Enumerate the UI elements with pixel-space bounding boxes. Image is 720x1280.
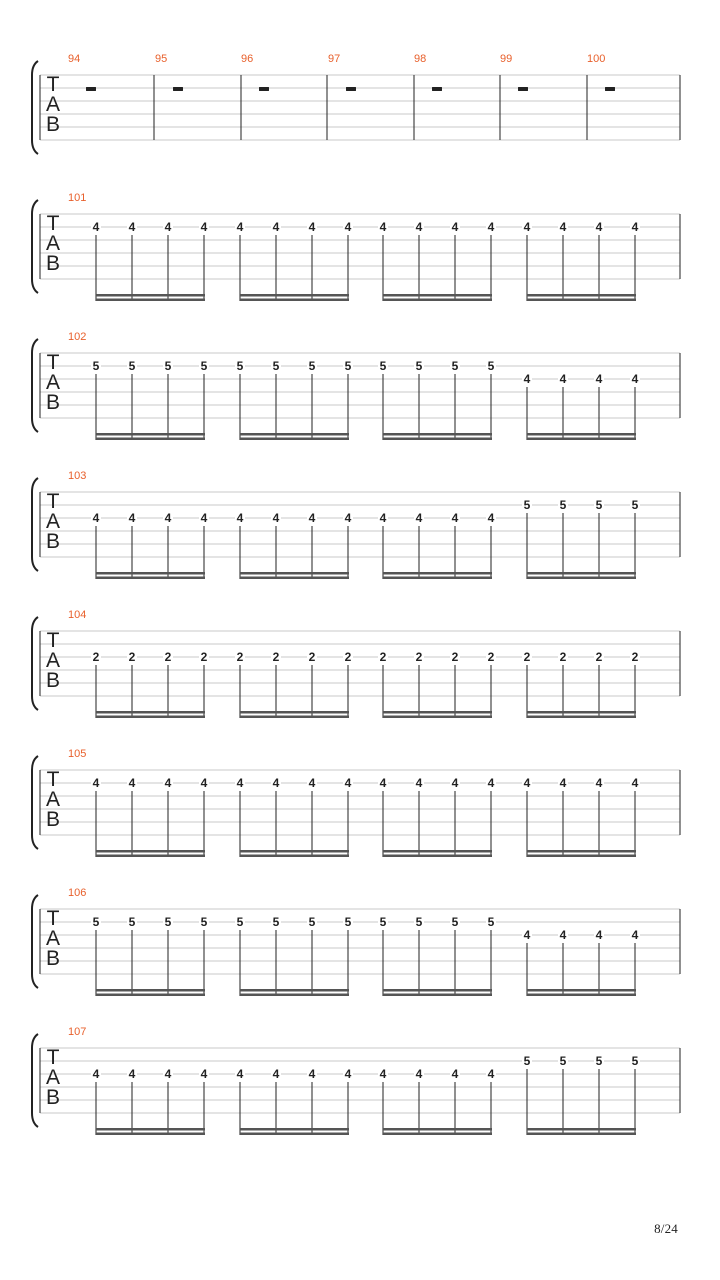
tab-clef-letter: A [45, 510, 61, 533]
fret-number: 2 [415, 650, 423, 664]
beam [527, 433, 636, 436]
system-bracket [32, 756, 38, 849]
measure-number: 98 [414, 53, 427, 65]
beam [240, 433, 349, 436]
beam [240, 1128, 349, 1131]
beam [96, 299, 205, 302]
fret-number: 4 [344, 1067, 352, 1081]
system-bracket [32, 1034, 38, 1127]
beam [240, 850, 349, 853]
beam [383, 299, 492, 302]
fret-number: 5 [164, 359, 172, 373]
whole-rest [259, 87, 269, 91]
fret-number: 4 [523, 220, 531, 234]
fret-number: 4 [308, 511, 316, 525]
tab-clef-letter: B [45, 1086, 61, 1109]
whole-rest [518, 87, 528, 91]
fret-number: 4 [487, 1067, 495, 1081]
beam [383, 716, 492, 719]
beam [96, 1133, 205, 1136]
fret-number: 4 [379, 776, 387, 790]
measure-number: 107 [68, 1026, 87, 1038]
tab-clef-letter: A [45, 371, 61, 394]
fret-number: 4 [164, 776, 172, 790]
fret-number: 5 [344, 359, 352, 373]
fret-number: 4 [164, 220, 172, 234]
beam [240, 1133, 349, 1136]
fret-number: 4 [272, 776, 280, 790]
beam [240, 294, 349, 297]
tab-clef-letter: A [45, 93, 61, 116]
fret-number: 5 [415, 359, 423, 373]
tab-system [32, 609, 680, 718]
fret-number: 4 [415, 776, 423, 790]
fret-number: 4 [128, 220, 136, 234]
tab-clef-letter: T [46, 490, 60, 513]
fret-number: 2 [344, 650, 352, 664]
beam [527, 438, 636, 441]
fret-number: 2 [487, 650, 495, 664]
beam [527, 716, 636, 719]
fret-number: 4 [128, 1067, 136, 1081]
beam [96, 850, 205, 853]
beam [240, 299, 349, 302]
fret-number: 4 [523, 928, 531, 942]
fret-number: 2 [379, 650, 387, 664]
fret-number: 4 [92, 511, 100, 525]
fret-number: 4 [595, 220, 603, 234]
fret-number: 2 [559, 650, 567, 664]
tab-clef-letter: B [45, 947, 61, 970]
fret-number: 4 [92, 220, 100, 234]
system-bracket [32, 478, 38, 571]
fret-number: 4 [344, 776, 352, 790]
fret-number: 4 [164, 1067, 172, 1081]
fret-number: 5 [631, 498, 639, 512]
measure-number: 97 [328, 53, 341, 65]
fret-number: 2 [272, 650, 280, 664]
fret-number: 4 [559, 372, 567, 386]
tab-clef-letter: T [46, 629, 60, 652]
fret-number: 4 [451, 511, 459, 525]
tab-clef-letter: A [45, 788, 61, 811]
beam [383, 1128, 492, 1131]
tab-system [32, 53, 680, 154]
tab-system [32, 331, 680, 440]
tab-clef-letter: A [45, 1066, 61, 1089]
fret-number: 4 [595, 928, 603, 942]
beam [96, 433, 205, 436]
fret-number: 5 [451, 359, 459, 373]
system-bracket [32, 895, 38, 988]
beam [240, 438, 349, 441]
beam [383, 850, 492, 853]
fret-number: 5 [379, 915, 387, 929]
beam [96, 577, 205, 580]
beam [240, 577, 349, 580]
beam [527, 1128, 636, 1131]
beam [527, 577, 636, 580]
fret-number: 4 [308, 220, 316, 234]
fret-number: 4 [451, 776, 459, 790]
whole-rest [173, 87, 183, 91]
beam [527, 1133, 636, 1136]
fret-number: 4 [128, 776, 136, 790]
beam [96, 1128, 205, 1131]
beam [383, 438, 492, 441]
beam [383, 855, 492, 858]
fret-number: 4 [595, 372, 603, 386]
fret-number: 4 [379, 220, 387, 234]
fret-number: 4 [595, 776, 603, 790]
beam [240, 716, 349, 719]
fret-number: 5 [128, 359, 136, 373]
tab-clef-letter: T [46, 1046, 60, 1069]
fret-number: 5 [631, 1054, 639, 1068]
fret-number: 4 [523, 372, 531, 386]
beam [383, 294, 492, 297]
measure-number: 106 [68, 887, 87, 899]
fret-number: 2 [92, 650, 100, 664]
tab-clef-letter: B [45, 808, 61, 831]
beam [240, 855, 349, 858]
fret-number: 2 [631, 650, 639, 664]
beam [527, 294, 636, 297]
fret-number: 4 [631, 928, 639, 942]
beam [527, 994, 636, 997]
tab-system [32, 470, 680, 579]
beam [96, 716, 205, 719]
beam [527, 989, 636, 992]
tab-clef-letter: B [45, 530, 61, 553]
beam [527, 855, 636, 858]
fret-number: 4 [487, 511, 495, 525]
fret-number: 5 [344, 915, 352, 929]
fret-number: 4 [236, 1067, 244, 1081]
fret-number: 2 [595, 650, 603, 664]
tab-system [32, 748, 680, 857]
fret-number: 4 [200, 776, 208, 790]
beam [240, 994, 349, 997]
beam [96, 994, 205, 997]
beam [240, 572, 349, 575]
fret-number: 5 [379, 359, 387, 373]
fret-number: 4 [308, 1067, 316, 1081]
beam [383, 711, 492, 714]
measure-number: 96 [241, 53, 254, 65]
fret-number: 4 [200, 220, 208, 234]
fret-number: 4 [128, 511, 136, 525]
fret-number: 4 [344, 220, 352, 234]
fret-number: 2 [200, 650, 208, 664]
tab-clef-letter: A [45, 927, 61, 950]
measure-number: 101 [68, 192, 87, 204]
fret-number: 4 [92, 1067, 100, 1081]
beam [527, 572, 636, 575]
whole-rest [432, 87, 442, 91]
beam [96, 989, 205, 992]
fret-number: 5 [487, 915, 495, 929]
beam [240, 989, 349, 992]
page-number: 8/24 [654, 1221, 678, 1236]
fret-number: 2 [523, 650, 531, 664]
measure-number: 94 [68, 53, 81, 65]
beam [96, 572, 205, 575]
fret-number: 2 [236, 650, 244, 664]
system-bracket [32, 339, 38, 432]
fret-number: 5 [487, 359, 495, 373]
tab-clef-letter: B [45, 113, 61, 136]
fret-number: 2 [128, 650, 136, 664]
fret-number: 4 [379, 511, 387, 525]
fret-number: 4 [415, 220, 423, 234]
fret-number: 4 [236, 511, 244, 525]
beam [527, 850, 636, 853]
fret-number: 5 [92, 359, 100, 373]
whole-rest [86, 87, 96, 91]
measure-number: 95 [155, 53, 168, 65]
beam [96, 294, 205, 297]
fret-number: 5 [164, 915, 172, 929]
fret-number: 5 [523, 1054, 531, 1068]
fret-number: 4 [451, 1067, 459, 1081]
fret-number: 4 [344, 511, 352, 525]
fret-number: 5 [308, 915, 316, 929]
fret-number: 5 [559, 1054, 567, 1068]
fret-number: 4 [379, 1067, 387, 1081]
fret-number: 5 [595, 1054, 603, 1068]
fret-number: 5 [200, 915, 208, 929]
fret-number: 5 [272, 359, 280, 373]
tab-clef-letter: T [46, 351, 60, 374]
beam [383, 994, 492, 997]
fret-number: 5 [92, 915, 100, 929]
fret-number: 5 [451, 915, 459, 929]
tab-clef-letter: T [46, 768, 60, 791]
measure-number: 99 [500, 53, 513, 65]
whole-rest [605, 87, 615, 91]
tab-clef-letter: B [45, 391, 61, 414]
beam [96, 438, 205, 441]
fret-number: 5 [559, 498, 567, 512]
fret-number: 5 [200, 359, 208, 373]
tab-system [32, 192, 680, 301]
fret-number: 2 [451, 650, 459, 664]
fret-number: 5 [308, 359, 316, 373]
fret-number: 4 [272, 511, 280, 525]
beam [383, 572, 492, 575]
fret-number: 5 [236, 915, 244, 929]
measure-number: 103 [68, 470, 87, 482]
fret-number: 4 [523, 776, 531, 790]
fret-number: 4 [200, 1067, 208, 1081]
tab-system [32, 887, 680, 996]
fret-number: 5 [272, 915, 280, 929]
fret-number: 4 [631, 220, 639, 234]
fret-number: 2 [308, 650, 316, 664]
beam [383, 577, 492, 580]
fret-number: 2 [164, 650, 172, 664]
beam [96, 711, 205, 714]
fret-number: 5 [595, 498, 603, 512]
beam [527, 299, 636, 302]
fret-number: 4 [164, 511, 172, 525]
beam [240, 711, 349, 714]
tab-clef-letter: T [46, 73, 60, 96]
tab-system [32, 1026, 680, 1135]
fret-number: 5 [128, 915, 136, 929]
fret-number: 4 [559, 928, 567, 942]
fret-number: 4 [308, 776, 316, 790]
fret-number: 4 [487, 776, 495, 790]
fret-number: 5 [523, 498, 531, 512]
tab-clef-letter: T [46, 907, 60, 930]
fret-number: 4 [236, 776, 244, 790]
beam [527, 711, 636, 714]
fret-number: 4 [272, 1067, 280, 1081]
fret-number: 5 [236, 359, 244, 373]
fret-number: 5 [415, 915, 423, 929]
fret-number: 4 [451, 220, 459, 234]
beam [383, 433, 492, 436]
measure-number: 102 [68, 331, 87, 343]
measure-number: 104 [68, 609, 87, 621]
tab-clef-letter: A [45, 232, 61, 255]
whole-rest [346, 87, 356, 91]
fret-number: 4 [487, 220, 495, 234]
beam [96, 855, 205, 858]
fret-number: 4 [92, 776, 100, 790]
measure-number: 100 [587, 53, 606, 65]
beam [383, 1133, 492, 1136]
system-bracket [32, 617, 38, 710]
fret-number: 4 [200, 511, 208, 525]
measure-number: 105 [68, 748, 87, 760]
fret-number: 4 [272, 220, 280, 234]
tab-clef-letter: B [45, 252, 61, 275]
fret-number: 4 [236, 220, 244, 234]
fret-number: 4 [559, 776, 567, 790]
fret-number: 4 [631, 372, 639, 386]
fret-number: 4 [631, 776, 639, 790]
tab-clef-letter: A [45, 649, 61, 672]
tab-clef-letter: B [45, 669, 61, 692]
system-bracket [32, 200, 38, 293]
system-bracket [32, 61, 38, 154]
fret-number: 4 [559, 220, 567, 234]
beam [383, 989, 492, 992]
fret-number: 4 [415, 511, 423, 525]
fret-number: 4 [415, 1067, 423, 1081]
tab-clef-letter: T [46, 212, 60, 235]
